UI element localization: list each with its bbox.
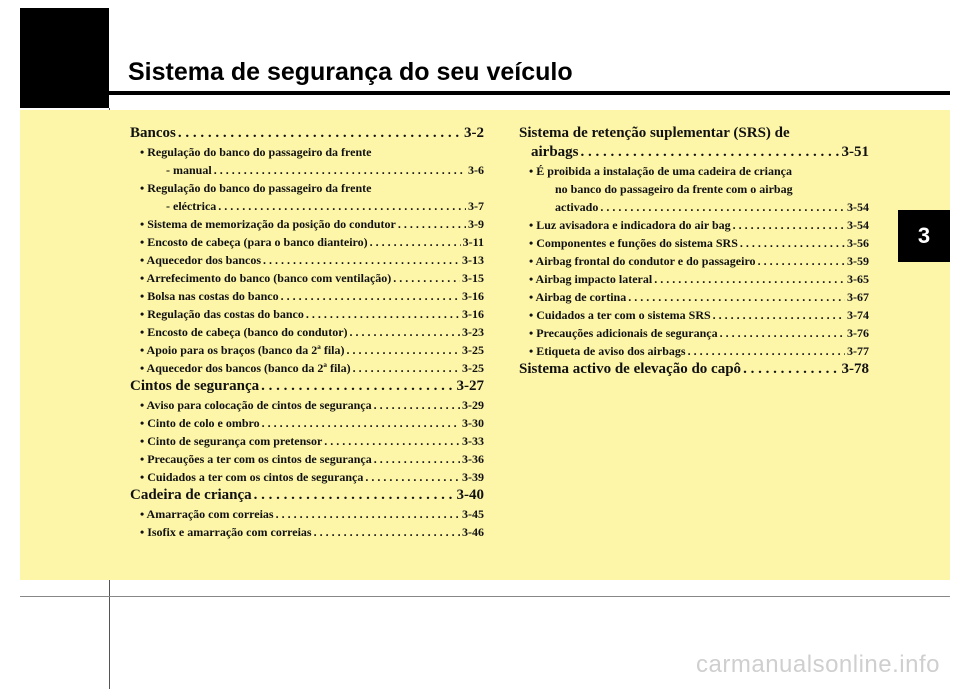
toc-entry[interactable] bbox=[130, 287, 484, 305]
dot-leader bbox=[743, 360, 839, 379]
toc-entry[interactable] bbox=[519, 324, 869, 342]
toc-entry-label: • Cinto de segurança com pretensor bbox=[140, 434, 323, 448]
dot-leader bbox=[324, 432, 460, 450]
chapter-tab[interactable]: 3 bbox=[898, 210, 950, 262]
toc-entry[interactable] bbox=[130, 450, 484, 468]
dot-leader bbox=[733, 216, 845, 234]
toc-entry-label: • Componentes e funções do sistema SRS bbox=[529, 236, 738, 250]
toc-entry-label: • Cuidados a ter com os cintos de segurança bbox=[140, 470, 364, 484]
toc-entry[interactable] bbox=[519, 252, 869, 270]
dot-leader bbox=[654, 270, 845, 288]
title-rule bbox=[109, 91, 950, 95]
toc-page-number: 3-56 bbox=[847, 236, 869, 250]
toc-page-number: 3-40 bbox=[456, 487, 484, 503]
toc-entry[interactable] bbox=[519, 360, 869, 379]
toc-entry[interactable] bbox=[130, 432, 484, 450]
toc-page-number: 3-39 bbox=[462, 470, 484, 484]
toc-entry-label: • Etiqueta de aviso dos airbags bbox=[529, 344, 686, 358]
toc-entry[interactable] bbox=[519, 270, 869, 288]
toc-page-number: 3-51 bbox=[841, 144, 869, 160]
toc-entry-label: • Regulação das costas do banco bbox=[140, 307, 304, 321]
toc-entry[interactable] bbox=[130, 269, 484, 287]
dot-leader bbox=[758, 252, 845, 270]
toc-entry-label: • Aquecedor dos bancos (banco da 2ª fila) bbox=[140, 361, 351, 375]
dot-leader bbox=[314, 523, 460, 541]
toc-page-number: 3-59 bbox=[847, 254, 869, 268]
toc-entry-label: • Airbag impacto lateral bbox=[529, 272, 653, 286]
dot-leader bbox=[281, 287, 460, 305]
dot-leader bbox=[398, 215, 466, 233]
toc-entry-label: • Precauções adicionais de segurança bbox=[529, 326, 718, 340]
toc-entry[interactable] bbox=[130, 161, 484, 179]
toc-page-number: 3-13 bbox=[462, 253, 484, 267]
toc-entry-label: Cintos de segurança bbox=[130, 378, 260, 394]
toc-entry-label: - manual bbox=[166, 163, 212, 177]
toc-entry-label: Sistema de retenção suplementar (SRS) de bbox=[519, 125, 790, 141]
toc-entry-label: • Cinto de colo e ombro bbox=[140, 416, 260, 430]
toc-entry-label: • Encosto de cabeça (banco do condutor) bbox=[140, 325, 348, 339]
toc-page-number: 3-76 bbox=[847, 326, 869, 340]
dot-leader bbox=[740, 234, 845, 252]
toc-page-number: 3-6 bbox=[468, 163, 484, 177]
toc-entry[interactable] bbox=[519, 198, 869, 216]
toc-page-number: 3-25 bbox=[462, 361, 484, 375]
toc-entry-label: • Apoio para os braços (banco da 2ª fila) bbox=[140, 343, 345, 357]
toc-entry-label: • Aviso para colocação de cintos de segurança bbox=[140, 398, 372, 412]
toc-entry-label: • Airbag de cortina bbox=[529, 290, 627, 304]
toc-entry-label: • Regulação do banco do passageiro da frente bbox=[140, 145, 372, 159]
toc-entry[interactable] bbox=[130, 341, 484, 359]
toc-page-number: 3-33 bbox=[462, 434, 484, 448]
toc-entry[interactable] bbox=[130, 486, 484, 505]
toc-page-number: 3-65 bbox=[847, 272, 869, 286]
dot-leader bbox=[346, 341, 460, 359]
dot-leader bbox=[374, 396, 460, 414]
toc-entry-label: Cadeira de criança bbox=[130, 487, 252, 503]
toc-entry[interactable] bbox=[130, 396, 484, 414]
toc-entry[interactable] bbox=[519, 342, 869, 360]
dot-leader bbox=[688, 342, 845, 360]
toc-entry-label: • Aquecedor dos bancos bbox=[140, 253, 262, 267]
toc-entry[interactable] bbox=[519, 306, 869, 324]
dot-leader bbox=[720, 324, 845, 342]
toc-entry-label: • Bolsa nas costas do banco bbox=[140, 289, 279, 303]
toc-entry-label: airbags bbox=[531, 144, 579, 160]
dot-leader bbox=[353, 359, 460, 377]
toc-page-number: 3-25 bbox=[462, 343, 484, 357]
toc-entry[interactable] bbox=[130, 414, 484, 432]
toc-entry[interactable] bbox=[130, 124, 484, 143]
dot-leader bbox=[178, 124, 462, 143]
dot-leader bbox=[262, 414, 460, 432]
toc-entry-label: • Precauções a ter com os cintos de segurança bbox=[140, 452, 372, 466]
dot-leader bbox=[393, 269, 460, 287]
dot-leader bbox=[276, 505, 460, 523]
toc-entry-label: activado bbox=[555, 200, 599, 214]
toc-page-number: 3-9 bbox=[468, 217, 484, 231]
toc-page-number: 3-78 bbox=[841, 361, 869, 377]
toc-page-number: 3-54 bbox=[847, 200, 869, 214]
toc-page-number: 3-2 bbox=[464, 125, 484, 141]
toc-entry[interactable] bbox=[130, 215, 484, 233]
toc-entry[interactable] bbox=[519, 143, 869, 162]
toc-entry-label: • Luz avisadora e indicadora do air bag bbox=[529, 218, 731, 232]
toc-page-number: 3-7 bbox=[468, 199, 484, 213]
dot-leader bbox=[214, 161, 466, 179]
dot-leader bbox=[365, 468, 460, 486]
dot-leader bbox=[628, 288, 845, 306]
toc-page-number: 3-16 bbox=[462, 289, 484, 303]
dot-leader bbox=[306, 305, 460, 323]
toc-page-number: 3-29 bbox=[462, 398, 484, 412]
toc-entry[interactable] bbox=[130, 305, 484, 323]
page-title: Sistema de segurança do seu veículo bbox=[128, 58, 573, 86]
toc-page-number: 3-36 bbox=[462, 452, 484, 466]
toc-entry[interactable] bbox=[519, 288, 869, 306]
toc-entry[interactable] bbox=[130, 233, 484, 251]
dot-leader bbox=[713, 306, 845, 324]
dot-leader bbox=[600, 198, 845, 216]
toc-entry[interactable] bbox=[519, 234, 869, 252]
toc-page-number: 3-11 bbox=[462, 235, 484, 249]
watermark: carmanualsonline.info bbox=[696, 651, 940, 678]
chapter-header-block bbox=[20, 8, 109, 108]
toc-entry-label: Sistema activo de elevação do capô bbox=[519, 361, 742, 377]
toc-entry-label: • Sistema de memorização da posição do condutor bbox=[140, 217, 396, 231]
dot-leader bbox=[218, 197, 466, 215]
dot-leader bbox=[254, 486, 455, 505]
toc-entry-label: • É proibida a instalação de uma cadeira de criança bbox=[529, 164, 792, 178]
toc-page-number: 3-23 bbox=[462, 325, 484, 339]
toc-entry-label: • Cuidados a ter com o sistema SRS bbox=[529, 308, 711, 322]
toc-page-number: 3-77 bbox=[847, 344, 869, 358]
toc-left-column bbox=[130, 124, 484, 541]
toc-entry-label: Bancos bbox=[130, 125, 176, 141]
toc-entry[interactable] bbox=[130, 323, 484, 341]
toc-entry[interactable] bbox=[130, 377, 484, 396]
toc-entry[interactable] bbox=[130, 251, 484, 269]
dot-leader bbox=[370, 233, 461, 251]
toc-entry-label: • Encosto de cabeça (para o banco dianteiro) bbox=[140, 235, 368, 249]
toc-entry[interactable] bbox=[519, 216, 869, 234]
dot-leader bbox=[374, 450, 460, 468]
toc-page-number: 3-27 bbox=[456, 378, 484, 394]
footer-rule bbox=[20, 596, 950, 597]
toc-page-number: 3-54 bbox=[847, 218, 869, 232]
toc-entry-label: • Airbag frontal do condutor e do passageiro bbox=[529, 254, 756, 268]
dot-leader bbox=[350, 323, 460, 341]
dot-leader bbox=[263, 251, 460, 269]
toc-entry-label: • Amarração com correias bbox=[140, 507, 274, 521]
toc-page-number: 3-67 bbox=[847, 290, 869, 304]
toc-entry[interactable] bbox=[130, 197, 484, 215]
toc-entry-label: • Isofix e amarração com correias bbox=[140, 525, 312, 539]
toc-page-number: 3-30 bbox=[462, 416, 484, 430]
toc-entry[interactable] bbox=[130, 359, 484, 377]
toc-entry-label: no banco do passageiro da frente com o airbag bbox=[555, 182, 793, 196]
toc-page-number: 3-15 bbox=[462, 271, 484, 285]
toc-entry-label: - eléctrica bbox=[166, 199, 217, 213]
dot-leader bbox=[581, 143, 840, 162]
toc-entry[interactable] bbox=[130, 505, 484, 523]
toc-page-number: 3-46 bbox=[462, 525, 484, 539]
toc-page-number: 3-45 bbox=[462, 507, 484, 521]
toc-entry-label: • Arrefecimento do banco (banco com ventilação) bbox=[140, 271, 392, 285]
toc-entry[interactable] bbox=[130, 468, 484, 486]
toc-right-column bbox=[519, 124, 869, 379]
toc-entry-label: • Regulação do banco do passageiro da frente bbox=[140, 181, 372, 195]
toc-page-number: 3-16 bbox=[462, 307, 484, 321]
toc-page-number: 3-74 bbox=[847, 308, 869, 322]
toc-entry[interactable] bbox=[130, 523, 484, 541]
dot-leader bbox=[261, 377, 454, 396]
